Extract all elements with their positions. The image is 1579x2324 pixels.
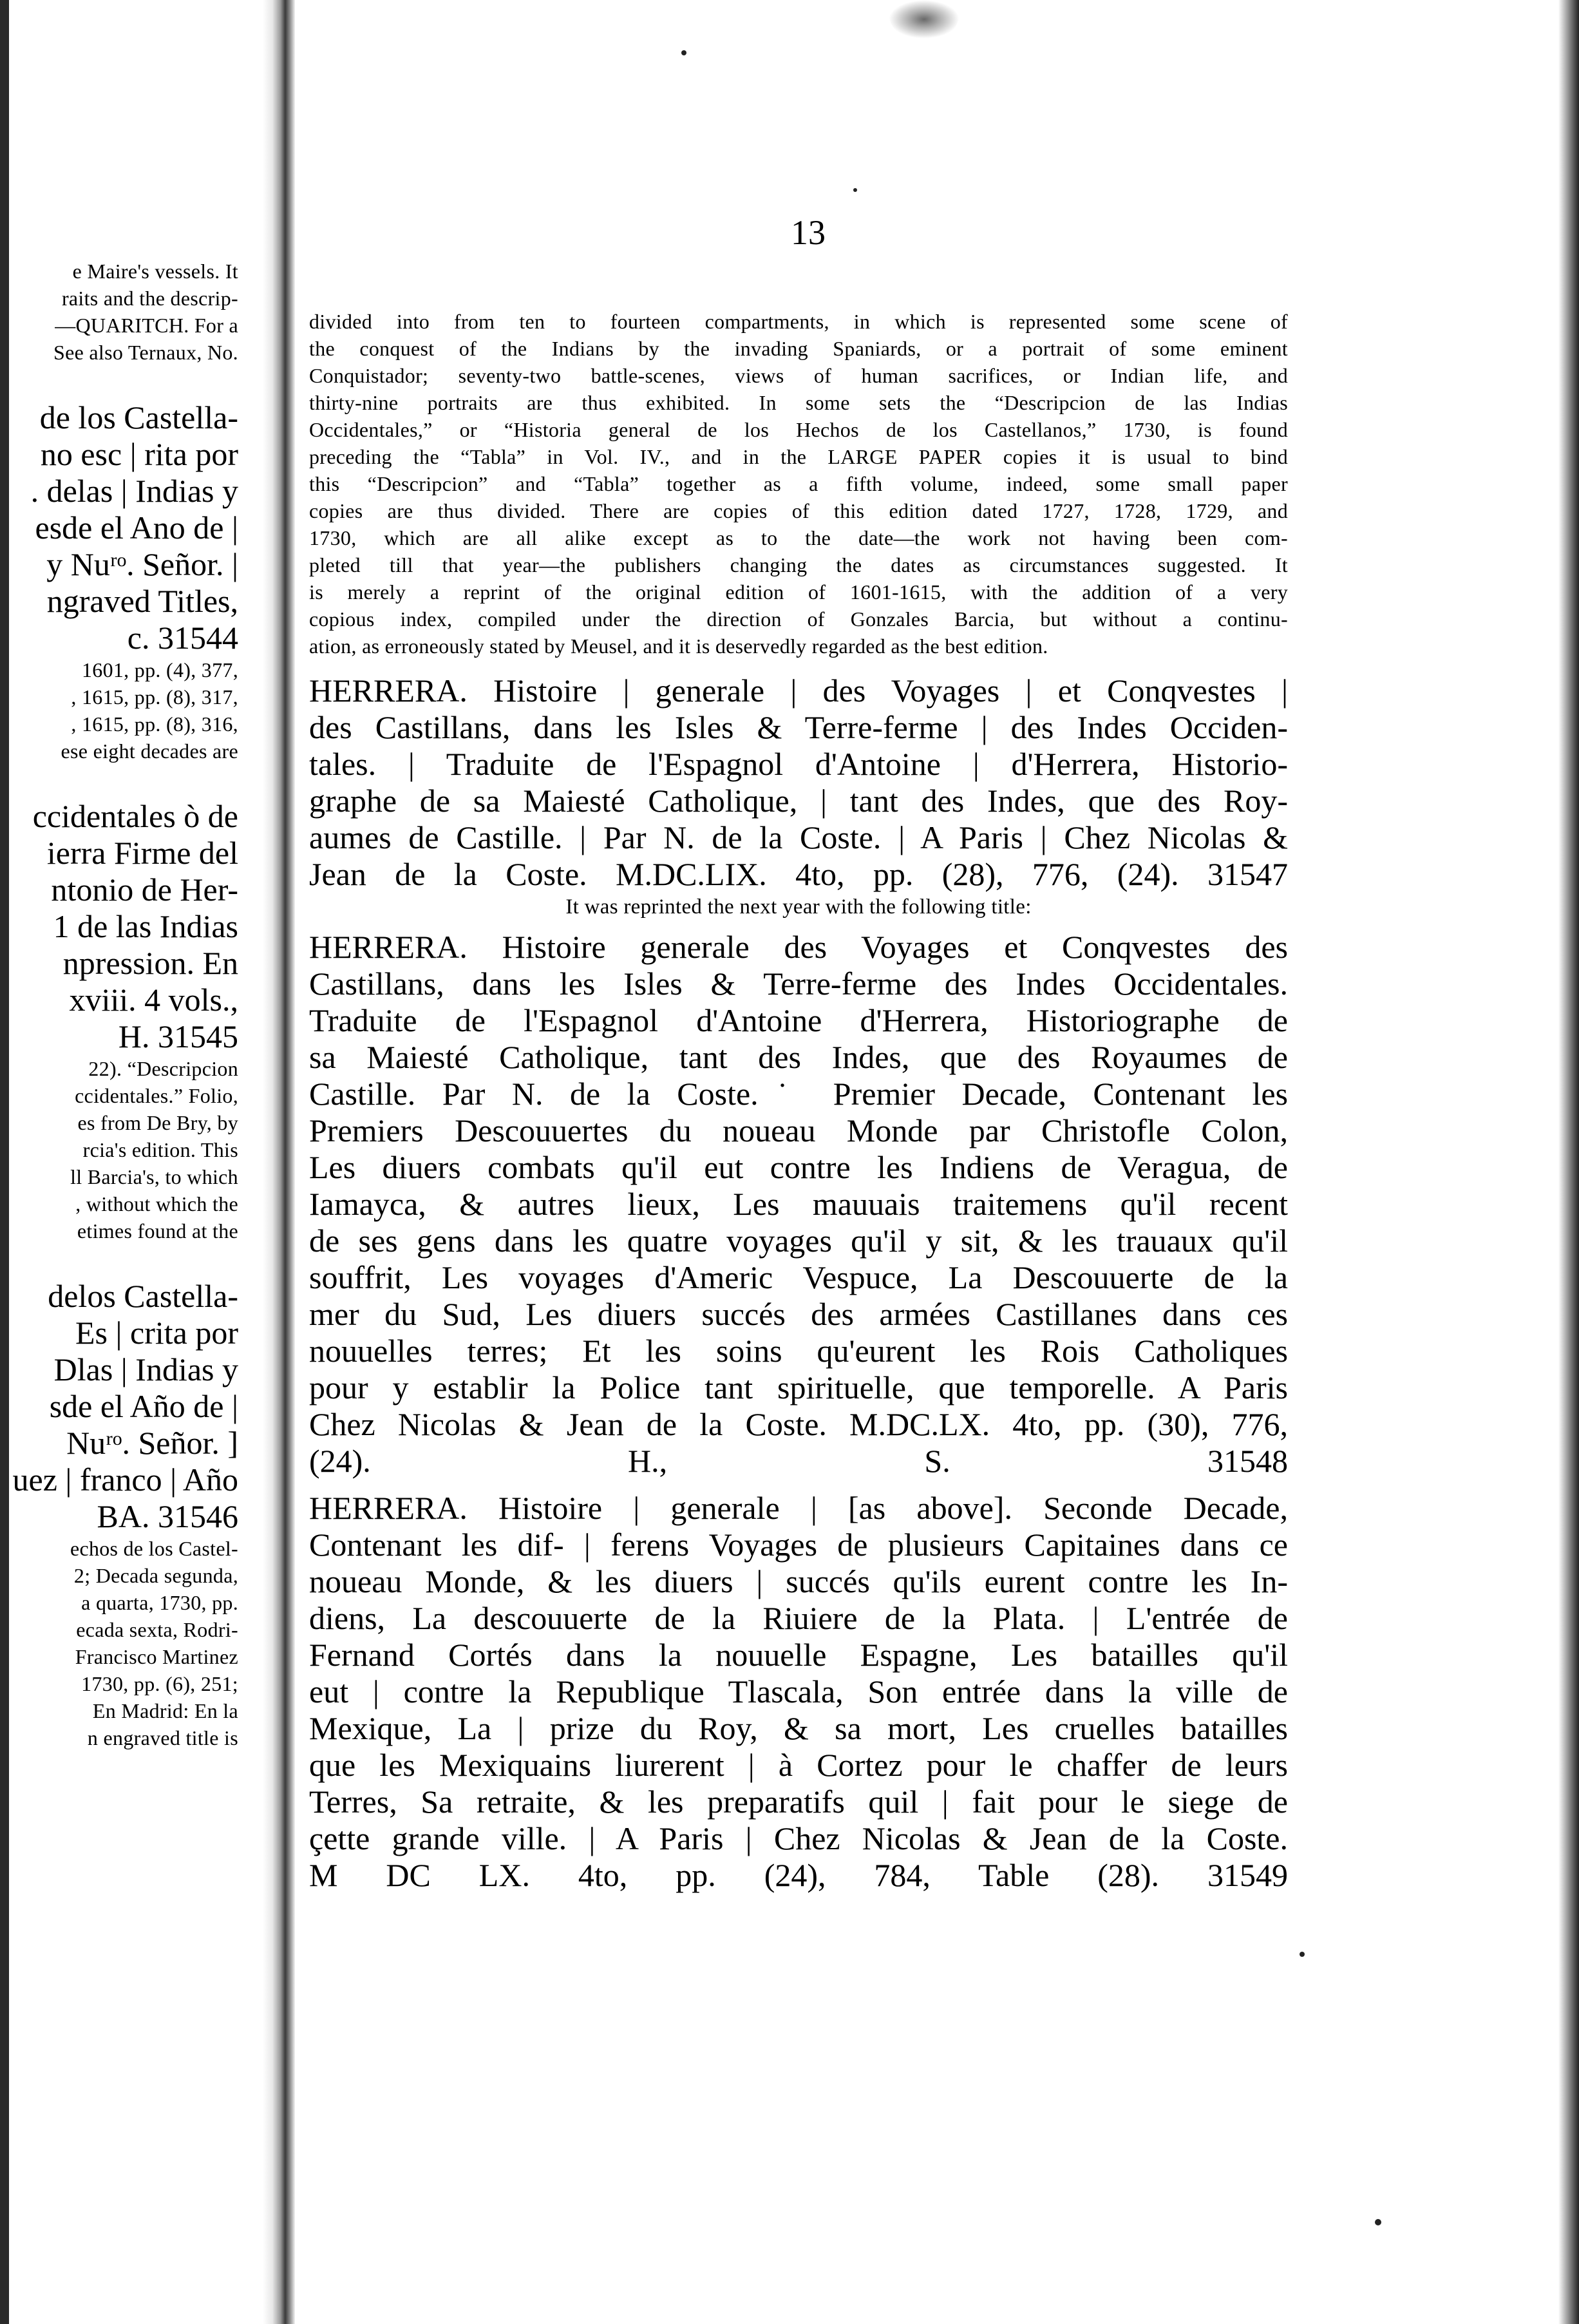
note-paragraph-line: copies are thus divided. There are copies of this edition dated 1727, 1728, 1729, and (309, 499, 1288, 522)
note-paragraph-line: Conquistador; seventy-two battle-scenes, views of human sacrifices, or Indian life, and (309, 364, 1288, 387)
entry-31549-line: que les Mexiquains liurerent | à Cortez pour le chaffer de leurs (309, 1747, 1288, 1783)
left-fragment-line: 1 de las Indias (53, 908, 238, 944)
entry-31548-line: de ses gens dans les quatre voyages qu'il y sit, & les trauaux qu'il (309, 1223, 1288, 1259)
entry-31547 (309, 672, 1288, 893)
note-paragraph-line: Occidentales,” or “Historia general de los Hechos de los Castellanos,” 1730, is found (309, 418, 1288, 441)
left-page-fragment (0, 258, 238, 1804)
left-fragment-line: Nuʳᵒ. Señor. ] (66, 1425, 238, 1461)
left-fragment-line: a quarta, 1730, pp. (81, 1591, 238, 1614)
note-paragraph-line: this “Descripcion” and “Tabla” together as a fifth volume, indeed, some small paper (309, 472, 1288, 495)
left-fragment-line (0, 765, 238, 798)
entry-31547-line: des Castillans, dans les Isles & Terre-ferme | des Indes Occiden- (309, 709, 1288, 745)
entry-31548-line: mer du Sud, Les diuers succés des armées Castillanes dans ces (309, 1296, 1288, 1332)
entry-31548-line: Iamayca, & autres lieux, Les mauuais traitemens qu'il recent (309, 1186, 1288, 1222)
print-speck (853, 188, 857, 192)
left-fragment-line: , without which the (75, 1192, 238, 1215)
note-paragraph-line: pleted till that year—the publishers changing the dates as circumstances suggested. It (309, 553, 1288, 576)
note-paragraph-line: preceding the “Tabla” in Vol. IV., and in the LARGE PAPER copies it is usual to bind (309, 445, 1288, 468)
entry-31548-line: Castillans, dans les Isles & Terre-ferme des Indes Occidentales. (309, 966, 1288, 1002)
entry-31549-line: noueau Monde, & les diuers | succés qu'ils eurent contre les In- (309, 1563, 1288, 1599)
left-fragment-line: Es | crita por (75, 1315, 238, 1351)
print-speck (1300, 1952, 1305, 1957)
left-fragment-line: Francisco Martinez (75, 1645, 238, 1668)
entry-31547-line: aumes de Castille. | Par N. de la Coste. | A Paris | Chez Nicolas & (309, 819, 1288, 855)
entry-31549-line: Contenant les dif- | ferens Voyages de plusieurs Capitaines dans ce (309, 1527, 1288, 1563)
left-fragment-line: ccidentales ò de (32, 798, 238, 834)
left-fragment-line: raits and the descrip- (61, 287, 238, 310)
entry-31548-line: sa Maiesté Catholique, tant des Indes, que des Royaumes de (309, 1039, 1288, 1075)
entry-31548-line: Castille. Par N. de la Coste.˙ Premier Decade, Contenant les (309, 1076, 1288, 1112)
entry-31548-line: nouuelles terres; Et les soins qu'eurent les Rois Catholiques (309, 1333, 1288, 1369)
entry-31548-line: Chez Nicolas & Jean de la Coste. M.DC.LX. 4to, pp. (30), 776, (309, 1406, 1288, 1442)
left-fragment-line: y Nuʳᵒ. Señor. | (46, 546, 238, 582)
entry-31547-line: tales. | Traduite de l'Espagnol d'Antoine | d'Herrera, Historio- (309, 746, 1288, 782)
entry-31548-line: (24). H., S. 31548 (309, 1443, 1288, 1479)
left-fragment-line (0, 1244, 238, 1278)
left-fragment-line: H. 31545 (118, 1018, 238, 1054)
left-fragment-line: ngraved Titles, (46, 583, 238, 619)
left-fragment-line: echos de los Castel- (70, 1537, 238, 1560)
left-fragment-line: rcia's edition. This (82, 1138, 238, 1161)
left-fragment-line: , 1615, pp. (8), 317, (71, 685, 238, 709)
left-fragment-line: ierra Firme del (46, 835, 238, 871)
entry-31548-line: Traduite de l'Espagnol d'Antoine d'Herrera, Historiographe de (309, 1002, 1288, 1038)
left-fragment-line: no esc | rita por (40, 436, 238, 472)
left-fragment-line: ntonio de Her- (51, 872, 238, 908)
entry-31548 (309, 929, 1288, 1480)
left-fragment-line: 1730, pp. (6), 251; (81, 1672, 238, 1695)
entry-31548-line: HERRERA. Histoire generale des Voyages et Conqvestes des (309, 929, 1288, 965)
left-fragment-line: —QUARITCH. For a (55, 314, 238, 337)
left-fragment-line: npression. En (62, 945, 238, 981)
entry-31548-line: Premiers Descouuertes du noueau Monde par Christofle Colon, (309, 1112, 1288, 1148)
print-speck (681, 50, 686, 55)
page-number: 13 (791, 213, 826, 252)
left-fragment-line: ccidentales.” Folio, (75, 1084, 238, 1107)
note-paragraph-line: copious index, compiled under the direction of Gonzales Barcia, but without a continu- (309, 607, 1288, 631)
entry-31547-line: graphe de sa Maiesté Catholique, | tant des Indes, que des Roy- (309, 783, 1288, 819)
entry-31548-line: Les diuers combats qu'il eut contre les Indiens de Veragua, de (309, 1149, 1288, 1185)
left-fragment-line: uez | franco | Año (12, 1462, 238, 1498)
left-fragment-line: 22). “Descripcion (88, 1057, 238, 1080)
entry-31549-line: Mexique, La | prize du Roy, & sa mort, Les cruelles batailles (309, 1710, 1288, 1746)
note-paragraph-line: thirty-nine portraits are thus exhibited. In some sets the “Descripcion de las Indias (309, 391, 1288, 414)
left-fragment-line: xviii. 4 vols., (69, 982, 238, 1018)
left-fragment-line: esde el Ano de | (35, 510, 238, 546)
entry-31547-line: HERRERA. Histoire | generale | des Voyages | et Conqvestes | (309, 672, 1288, 709)
left-fragment-line: En Madrid: En la (92, 1699, 238, 1722)
left-fragment-line: ll Barcia's, to which (70, 1165, 238, 1188)
reprint-note: It was reprinted the next year with the following title: (565, 895, 1032, 919)
entry-31548-line: souffrit, Les voyages d'Americ Vespuce, La Descouuerte de la (309, 1259, 1288, 1295)
print-speck (1375, 2219, 1381, 2225)
left-fragment-line (0, 366, 238, 399)
left-fragment-line: de los Castella- (39, 399, 238, 435)
entry-31549 (309, 1490, 1288, 1894)
note-paragraph-line: ation, as erroneously stated by Meusel, and it is deservedly regarded as the best edition. (309, 634, 1048, 658)
note-paragraph-line: the conquest of the Indians by the invading Spaniards, or a portrait of some eminent (309, 337, 1288, 360)
note-paragraph-line: 1730, which are all alike except as to the date—the work not having been com- (309, 526, 1288, 549)
left-fragment-line: delos Castella- (48, 1278, 238, 1314)
left-fragment-line: ese eight decades are (61, 739, 238, 763)
entry-31547-line: Jean de la Coste. M.DC.LIX. 4to, pp. (28), 776, (24). 31547 (309, 856, 1288, 892)
left-fragment-line: , 1615, pp. (8), 316, (71, 712, 238, 736)
note-paragraph-line: divided into from ten to fourteen compartments, in which is represented some scene of (309, 310, 1288, 333)
left-fragment-line: sde el Año de | (49, 1388, 238, 1424)
entry-31549-line: eut | contre la Republique Tlascala, Son entrée dans la ville de (309, 1673, 1288, 1710)
entry-31549-line: Fernand Cortés dans la nouuelle Espagne, Les batailles qu'il (309, 1637, 1288, 1673)
left-fragment-line: See also Ternaux, No. (53, 341, 238, 364)
left-fragment-line: 1601, pp. (4), 377, (81, 658, 238, 681)
left-fragment-line: 2; Decada segunda, (73, 1564, 238, 1587)
entry-31549-line: diens, La descouuerte de la Riuiere de la Plata. | L'entrée de (309, 1600, 1288, 1636)
left-fragment-line: . delas | Indias y (30, 473, 238, 509)
note-paragraph-line: is merely a reprint of the original edition of 1601-1615, with the addition of a very (309, 580, 1288, 604)
entry-31549-line: Terres, Sa retraite, & les preparatifs quil | fait pour le siege de (309, 1784, 1288, 1820)
left-fragment-line: BA. 31546 (97, 1498, 238, 1534)
left-fragment-line: Dlas | Indias y (53, 1351, 238, 1387)
note-paragraph (309, 308, 1288, 660)
gutter-shadow (263, 0, 295, 2324)
left-fragment-line: ecada sexta, Rodri- (76, 1618, 238, 1641)
page-right-edge (1558, 0, 1579, 2324)
ink-smudge (889, 0, 960, 39)
left-fragment-line: es from De Bry, by (77, 1111, 238, 1134)
entry-31549-line: M DC LX. 4to, pp. (24), 784, Table (28). 31549 (309, 1857, 1288, 1893)
entry-31549-line: HERRERA. Histoire | generale | [as above]. Seconde Decade, (309, 1490, 1288, 1526)
main-text-column (309, 213, 1288, 1894)
left-fragment-line: c. 31544 (127, 620, 238, 656)
left-fragment-line: etimes found at the (77, 1219, 238, 1243)
left-fragment-line: e Maire's vessels. It (72, 260, 238, 283)
entry-31549-line: çette grande ville. | A Paris | Chez Nicolas & Jean de la Coste. (309, 1820, 1288, 1856)
entry-31548-line: pour y establir la Police tant spirituelle, que temporelle. A Paris (309, 1369, 1288, 1405)
left-fragment-line: n engraved title is (87, 1726, 238, 1749)
